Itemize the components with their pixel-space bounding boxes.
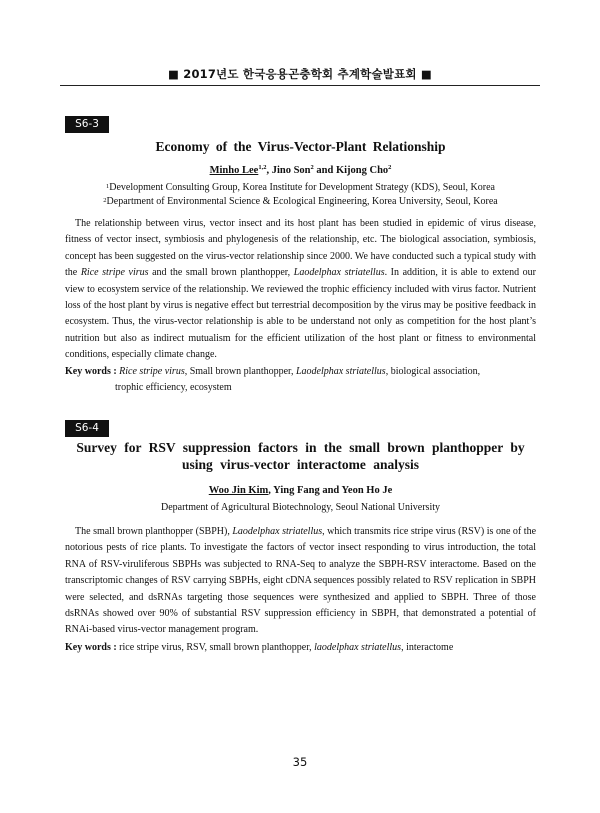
presenting-author: Woo Jin Kim <box>208 485 269 496</box>
affiliation-sup: 1 <box>105 183 110 190</box>
keyword-text: , interactome <box>401 642 454 653</box>
body-italic: Laodelphax striatellus <box>293 267 385 279</box>
session-tag: S6-3 <box>65 116 109 133</box>
author-sup: 2 <box>388 164 392 171</box>
keywords-label: Key words : <box>65 366 117 377</box>
body-text: The small brown planthopper (SBPH), <box>75 526 233 537</box>
author-sup: 2 <box>310 164 314 171</box>
abstract-title: Survey for RSV suppression factors in the small brown planthopper by using virus-vector interactome analysis <box>76 440 525 472</box>
body-text: The relationship between virus, vector insect and its host plant has been studied in epidemic of virus disease, fitness of vector insect, symbiosis and phylogenesis of the relationship, etc. The biological association, symbiosis, concept has been suggested on the virus-vector relationship since 2000. We have conducted such a typical study with the <box>65 218 536 279</box>
keywords <box>65 640 536 656</box>
keywords <box>65 364 536 397</box>
keyword-text: rice stripe virus, RSV, small brown planthopper, <box>116 642 315 653</box>
page-number: 35 <box>292 755 308 769</box>
affiliation-text: Development Consulting Group, Korea Institute for Development Strategy (KDS), Seoul, Korea <box>109 182 495 193</box>
body-italic: Laodelphax striatellus <box>232 526 323 537</box>
keywords-label: Key words : <box>65 642 117 653</box>
keyword-text: , Small brown planthopper, <box>184 366 296 377</box>
abstract-title: Economy of the Virus-Vector-Plant Relationship <box>155 139 446 154</box>
author: Kijong Cho <box>335 165 389 176</box>
affiliation-sup: 2 <box>103 196 107 204</box>
affiliation-line: Department of Agricultural Biotechnology, Seoul National University <box>160 502 440 513</box>
affiliations <box>65 181 536 208</box>
keyword-text: , biological association, <box>385 366 481 377</box>
author: , Ying Fang and Yeon Ho Je <box>268 485 393 496</box>
session-tag: S6-4 <box>65 420 109 437</box>
author-sep: and <box>313 165 336 176</box>
keyword-italic: Rice stripe virus <box>119 366 185 377</box>
body-text: , which transmits rice stripe virus (RSV) is one of the notorious pests of rice plants. To investigate the factors of vector insect responding to virus introduction, the total RNA of RSV-viruliferous SBPHs was subjected to RNA-Seq to analyze the SBPH-RSV interactome. Based on the transcriptomic changes of RSV carrying SBPHs, eight cDNA sequences possibly related to RSV replication in SBPH were selected, and dsRNAs targeting those sequences were synthesized and applied to SBPH. Three of those dsRNAs showed over 90% of substantial RSV suppression efficiency in SBPH, that demonstrated a potential of RNAi-based virus-vector management program. <box>65 526 537 636</box>
conference-header: ■ 2017년도 한국응용곤충학회 추계학술발표회 ■ <box>167 67 432 81</box>
affiliation-line <box>65 195 536 209</box>
author-line <box>65 485 536 496</box>
author-sep: , <box>266 165 272 176</box>
author: Jino Son <box>271 165 311 176</box>
author-sup: 1,2 <box>258 164 267 171</box>
body-text: . In addition, it is able to extend our view to ecosystem service of the relationship. We reviewed the trophic efficiency included with virus factor. Nutrient loss of the host plant by virus is negative effect but terrestrial decomposition by the virus may be positive feedback in ecosystem. Thus, the virus-vector relationship is able to be understand not only as competition for the host plant’s nutrition but also as indirect mutualism for the efficient utilization of the host plant or fitness to environmental conditions, especially climate change. <box>65 267 537 361</box>
affiliation-text: Department of Environmental Science & Ecological Engineering, Korea University, Seoul, Korea <box>106 195 498 207</box>
body-italic: Rice stripe virus <box>80 267 149 279</box>
keyword-italic: laodelphax striatellus <box>314 642 402 653</box>
abstract-body <box>65 216 536 364</box>
presenting-author: Minho Lee <box>209 165 259 176</box>
keyword-italic: Laodelphax striatellus <box>295 366 386 377</box>
keyword-text: trophic efficiency, ecosystem <box>115 382 232 394</box>
abstract-body <box>65 524 536 639</box>
affiliation-line <box>65 181 536 195</box>
body-text: and the small brown planthopper, <box>148 267 294 279</box>
header-rule <box>60 85 540 86</box>
author-line <box>65 165 536 176</box>
